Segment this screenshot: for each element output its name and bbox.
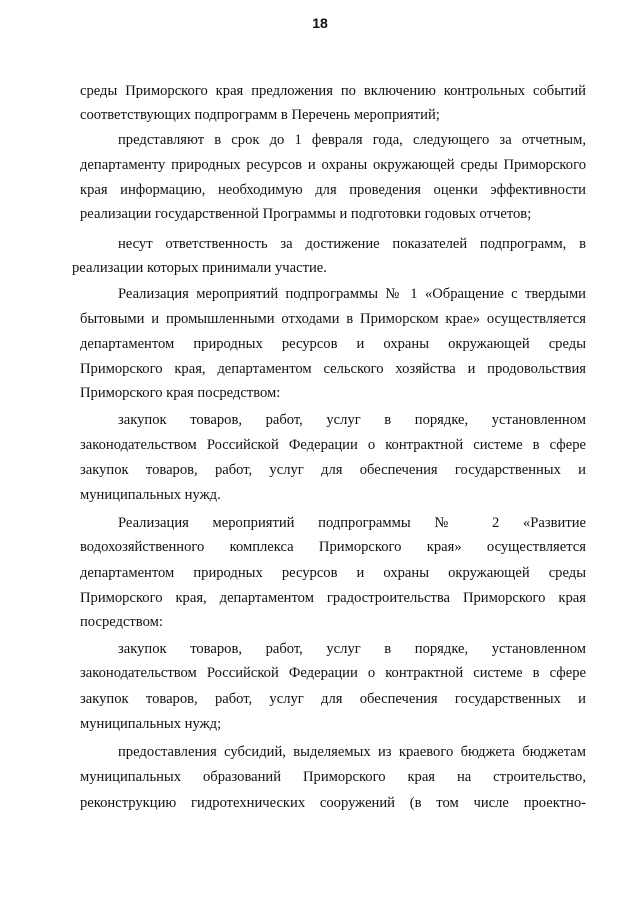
text-line: муниципальных нужд;: [80, 716, 222, 732]
text-line: бытовыми и промышленными отходами в Приморском крае» осуществляется: [80, 311, 586, 327]
text-line: Приморского края посредством:: [80, 385, 281, 401]
text-line: департаменту природных ресурсов и охраны окружающей среды Приморского: [80, 157, 586, 173]
text-line: закупок товаров, работ, услуг для обеспечения государственных и: [80, 462, 586, 478]
text-line: Реализация мероприятий подпрограммы № 1 «Обращение с твердыми: [118, 286, 586, 302]
text-line: законодательством Российской Федерации о контрактной системе в сфере: [80, 665, 586, 681]
text-line: департаментом природных ресурсов и охраны окружающей среды: [80, 336, 586, 352]
text-line: закупок товаров, работ, услуг в порядке, установленном: [118, 412, 586, 428]
text-line: края информацию, необходимую для проведения оценки эффективности: [80, 182, 586, 198]
text-line: посредством:: [80, 614, 163, 630]
text-line: Приморского края, департаментом градостроительства Приморского края: [80, 590, 586, 606]
text-line: департаментом природных ресурсов и охраны окружающей среды: [80, 565, 586, 581]
text-line: водохозяйственного комплекса Приморского края» осуществляется: [80, 539, 586, 555]
text-line: закупок товаров, работ, услуг для обеспечения государственных и: [80, 691, 586, 707]
text-line: предоставления субсидий, выделяемых из краевого бюджета бюджетам: [118, 744, 586, 760]
text-line: Приморского края, департаментом сельского хозяйства и продовольствия: [80, 361, 586, 377]
text-line: муниципальных нужд.: [80, 487, 221, 503]
text-line: представляют в срок до 1 февраля года, следующего за отчетным,: [118, 132, 586, 148]
text-line: реализации государственной Программы и подготовки годовых отчетов;: [80, 206, 532, 222]
text-line: реализации которых принимали участие.: [72, 260, 327, 276]
text-line: соответствующих подпрограмм в Перечень мероприятий;: [80, 107, 440, 123]
text-line: муниципальных образований Приморского края на строительство,: [80, 769, 586, 785]
text-line: среды Приморского края предложения по включению контрольных событий: [80, 83, 586, 99]
text-line: несут ответственность за достижение показателей подпрограмм, в: [118, 236, 586, 252]
page-number: 18: [312, 15, 328, 31]
text-line: реконструкцию гидротехнических сооружений (в том числе проектно-: [80, 795, 586, 811]
text-line: Реализация мероприятий подпрограммы № 2 «Развитие: [118, 515, 586, 531]
text-line: закупок товаров, работ, услуг в порядке, установленном: [118, 641, 586, 657]
text-line: законодательством Российской Федерации о контрактной системе в сфере: [80, 437, 586, 453]
